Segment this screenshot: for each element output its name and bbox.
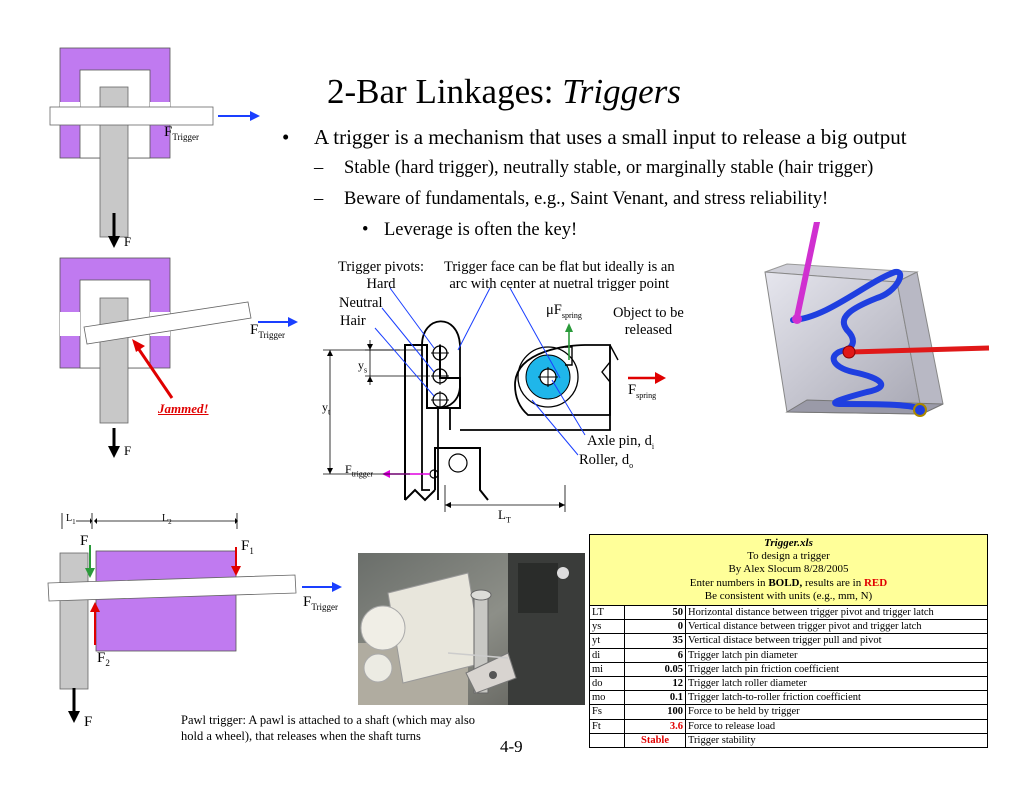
row-description: Trigger stability [686, 733, 988, 747]
bullet-4: • Leverage is often the key! [362, 220, 578, 240]
roller-label: Roller, $d_o$ [579, 452, 634, 470]
figure-trigger-normal [40, 40, 280, 260]
f-trigger-label-3: $F_{Trigger}$ [303, 594, 339, 612]
f-label-1: F [124, 234, 132, 249]
spreadsheet-row [590, 620, 988, 634]
row-value: 0 [625, 620, 686, 634]
spreadsheet-author: By Alex Slocum 8/28/2005 [728, 563, 849, 576]
row-symbol: LT [590, 606, 625, 620]
pawl-trigger-photo [358, 553, 585, 705]
f-trigger-label-2: $F_{Trigger}$ [250, 322, 286, 340]
spreadsheet-header [590, 535, 988, 606]
spreadsheet-row [590, 691, 988, 705]
object-label: Object to be released [613, 305, 684, 338]
mu-f-spring-label: $\mu F_{spring}$ [546, 302, 582, 320]
figure-trigger-jammed [40, 250, 300, 470]
row-value: 12 [625, 676, 686, 690]
row-description: Force to be held by trigger [686, 705, 988, 719]
spreadsheet-units: Be consistent with units (e.g., mm, N) [704, 589, 873, 602]
row-value: Stable [625, 733, 686, 747]
row-value: 35 [625, 634, 686, 648]
spreadsheet-row [590, 662, 988, 676]
bullet-3: – Beware of fundamentals, e.g., Saint Venant, and stress reliability! [314, 189, 829, 209]
l1-label: $L_1$ [66, 513, 76, 526]
f-label-2: F [124, 443, 132, 458]
ys-label: $y_s$ [358, 358, 368, 375]
spreadsheet-row [590, 719, 988, 733]
trigger-spreadsheet [589, 534, 988, 748]
row-value: 100 [625, 705, 686, 719]
row-symbol: mo [590, 691, 625, 705]
trigger-face-label: Trigger face can be flat but ideally is an arc with center at nuetral trigger point [444, 259, 675, 292]
f-spring-label: $F_{spring}$ [628, 382, 657, 400]
l2-label: $L_2$ [162, 513, 172, 526]
row-value: 3.6 [625, 719, 686, 733]
row-description: Trigger latch-to-roller friction coefficient [686, 691, 988, 705]
row-symbol: ys [590, 620, 625, 634]
f-label-4: F [84, 714, 93, 730]
row-symbol: di [590, 648, 625, 662]
spreadsheet-row [590, 606, 988, 620]
row-symbol: yt [590, 634, 625, 648]
row-value: 50 [625, 606, 686, 620]
row-description: Trigger latch roller diameter [686, 676, 988, 690]
hair-label: Hair [340, 313, 366, 329]
spreadsheet-row [590, 634, 988, 648]
yt-label: $y_t$ [322, 400, 331, 417]
row-symbol: mi [590, 662, 625, 676]
page-number: 4-9 [500, 737, 523, 756]
row-description: Horizontal distance between trigger pivot and trigger latch [686, 606, 988, 620]
bullet-2: – Stable (hard trigger), neutrally stable, or marginally stable (hair trigger) [314, 158, 874, 178]
pawl-caption: Pawl trigger: A pawl is attached to a shaft (which may also hold a wheel), that releases when the shaft turns [181, 713, 476, 743]
f-trigger-label-1: $F_{Trigger}$ [164, 124, 200, 142]
row-value: 0.05 [625, 662, 686, 676]
row-description: Vertical distance between trigger pivot and trigger latch [686, 620, 988, 634]
row-description: Trigger latch pin friction coefficient [686, 662, 988, 676]
row-symbol: Ft [590, 719, 625, 733]
spreadsheet-row [590, 676, 988, 690]
row-description: Force to release load [686, 719, 988, 733]
spreadsheet-purpose: To design a trigger [747, 550, 830, 563]
row-symbol: do [590, 676, 625, 690]
pivots-label: Trigger pivots: Hard [338, 259, 425, 292]
row-description: Vertical distace between trigger pull and pivot [686, 634, 988, 648]
spreadsheet-instructions: Enter numbers in BOLD, results are in RED [689, 576, 888, 589]
neutral-label: Neutral [339, 295, 383, 311]
row-value: 6 [625, 648, 686, 662]
trigger-3d-render [757, 222, 993, 434]
spreadsheet-row [590, 648, 988, 662]
lt-label: $L_T$ [498, 507, 511, 525]
f1-label: $F_1$ [241, 538, 254, 556]
page-title: 2-Bar Linkages: Triggers [327, 72, 681, 111]
row-value: 0.1 [625, 691, 686, 705]
f-trigger-mech-label: $F_{trigger}$ [345, 462, 374, 479]
row-symbol [590, 733, 625, 747]
row-description: Trigger latch pin diameter [686, 648, 988, 662]
axle-pin-label: Axle pin, $d_i$ [587, 433, 655, 451]
f-label-3: F [80, 533, 89, 549]
spreadsheet-row [590, 705, 988, 719]
f2-label: $F_2$ [97, 650, 110, 668]
bullet-1: • A trigger is a mechanism that uses a small input to release a big output [282, 125, 907, 149]
spreadsheet-title: Trigger.xls [764, 537, 813, 549]
spreadsheet-row [590, 733, 988, 747]
jammed-label: Jammed! [158, 401, 209, 416]
row-symbol: Fs [590, 705, 625, 719]
